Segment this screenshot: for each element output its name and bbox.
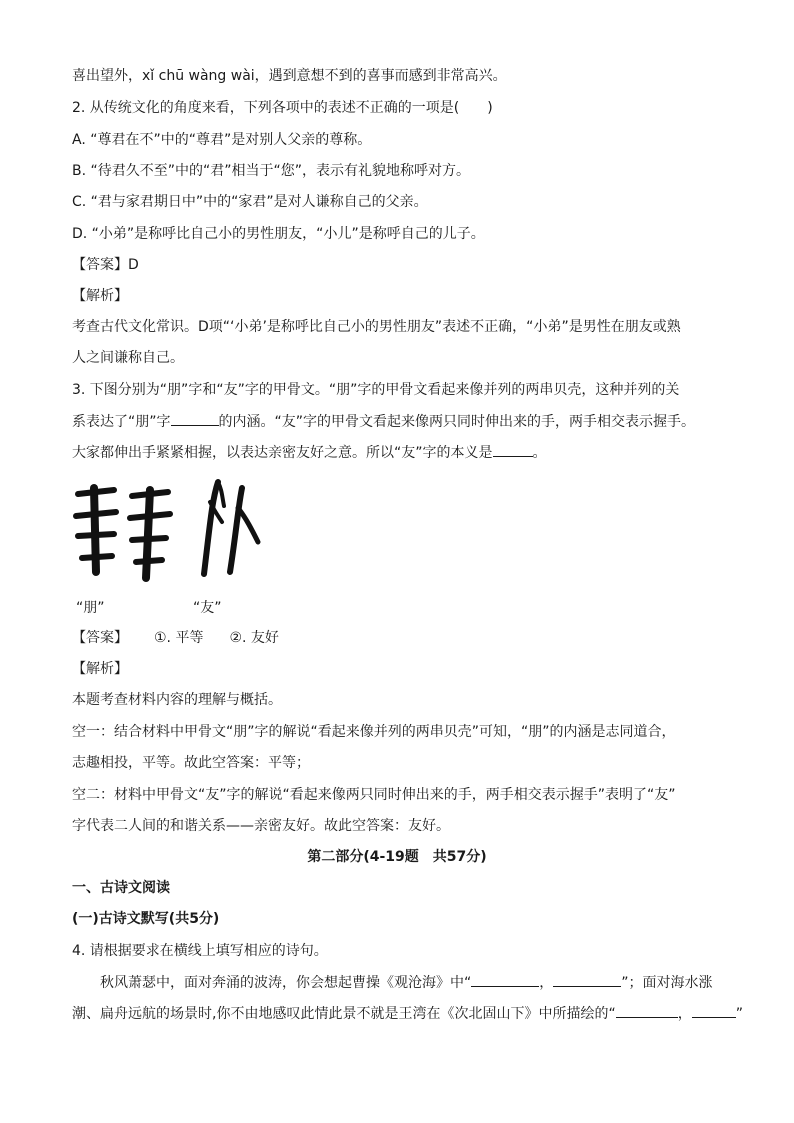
blank-5: [616, 1003, 678, 1018]
option-b: B. “待君久不至”中的“君”相当于“您”，表示有礼貌地称呼对方。: [72, 163, 471, 179]
analysis-3-intro: 本题考查材料内容的理解与概括。: [72, 692, 282, 708]
text-line-1: 喜出望外，xǐ chū wàng wài，遇到意想不到的喜事而感到非常高兴。: [72, 68, 507, 84]
answer-3: [72, 628, 279, 648]
answer-3-blank-1: ①. 平等: [154, 630, 204, 646]
question-3-c: [72, 442, 547, 463]
analysis-2-label: 【解析】: [72, 288, 128, 304]
q4a-text-3: ”；面对海水涨: [621, 975, 713, 991]
answer-3-blank-2: ②. 友好: [229, 630, 279, 646]
analysis-3-label: 【解析】: [72, 661, 128, 677]
analysis-3-blank1-b: 志趣相投，平等。故此空答案：平等；: [72, 755, 310, 771]
analysis-2-text-a: 考查古代文化常识。D项“‘小弟’是称呼比自己小的男性朋友”表述不正确，“小弟”是男性在朋友或熟: [72, 319, 681, 335]
option-c: C. “君与家君期日中”中的“家君”是对人谦称自己的父亲。: [72, 194, 428, 210]
q3b-pre: 系表达了“朋”字: [72, 414, 171, 430]
blank-2: [493, 442, 533, 457]
answer-3-label: 【答案】: [72, 630, 128, 646]
section-1-heading: 一、古诗文阅读: [72, 880, 170, 896]
q4a-text-1: 秋风萧瑟中，面对奔涌的波涛，你会想起曹操《观沧海》中“: [100, 975, 472, 991]
analysis-3-blank1-a: 空一：结合材料中甲骨文“朋”字的解说“看起来像并列的两串贝壳”可知，“朋”的内涵是志同道合，: [72, 724, 676, 740]
analysis-3-blank2-a: 空二：材料中甲骨文“友”字的解说“看起来像两只同时伸出来的手，两手相交表示握手”表明了“友”: [72, 787, 676, 803]
caption-peng: “朋”: [76, 600, 105, 616]
oracle-bone-glyphs-image: [72, 478, 272, 582]
question-4: 4. 请根据要求在横线上填写相应的诗句。: [72, 943, 328, 959]
q4b-comma: ，: [677, 1006, 692, 1022]
q4b-text-3: ”: [735, 1006, 743, 1022]
blank-1: [171, 411, 219, 426]
analysis-3-blank2-b: 字代表二人间的和谐关系——亲密友好。故此空答案：友好。: [72, 818, 450, 834]
q3c-post: 。: [532, 445, 547, 461]
q3b-post: 的内涵。“友”字的甲骨文看起来像两只同时伸出来的手，两手相交表示握手。: [218, 414, 696, 430]
question-2: 2. 从传统文化的角度来看，下列各项中的表述不正确的一项是( ): [72, 100, 493, 116]
q4a-comma: ，: [539, 975, 554, 991]
q3c-pre: 大家都伸出手紧紧相握，以表达亲密友好之意。所以“友”字的本义是: [72, 445, 493, 461]
option-d: D. “小弟”是称呼比自己小的男性朋友，“小儿”是称呼自己的儿子。: [72, 226, 485, 242]
option-a: A. “尊君在不”中的“尊君”是对别人父亲的尊称。: [72, 132, 372, 148]
part-2-heading: 第二部分(4-19题 共57分): [307, 849, 487, 865]
question-3-b: [72, 411, 695, 432]
analysis-2-text-b: 人之间谦称自己。: [72, 350, 184, 366]
blank-3: [471, 972, 539, 987]
question-3-a: 3. 下图分别为“朋”字和“友”字的甲骨文。“朋”字的甲骨文看起来像并列的两串贝壳，这种并列的关: [72, 382, 680, 398]
caption-you: “友”: [193, 600, 222, 616]
answer-2: 【答案】D: [72, 257, 139, 273]
blank-4: [553, 972, 621, 987]
subsection-1-heading: (一)古诗文默写(共5分): [72, 911, 220, 927]
question-4-line-b: [72, 1003, 743, 1024]
blank-6: [692, 1003, 736, 1018]
q4b-text-1: 潮、扁舟远航的场景时,你不由地感叹此情此景不就是王湾在《次北固山下》中所描绘的“: [72, 1006, 616, 1022]
question-4-line-a: [100, 972, 713, 993]
